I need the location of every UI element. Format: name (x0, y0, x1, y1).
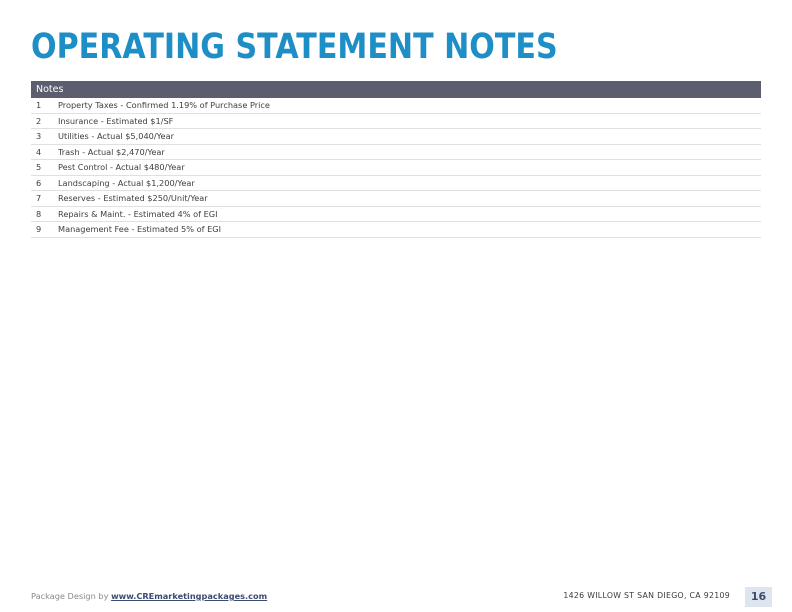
note-number: 5 (36, 162, 42, 172)
notes-rows (31, 98, 761, 238)
page-number-badge: 16 (745, 587, 772, 607)
note-text: Pest Control - Actual $480/Year (58, 162, 185, 172)
notes-table-header: Notes (31, 81, 761, 98)
table-row (31, 114, 761, 130)
table-row (31, 222, 761, 238)
table-row (31, 176, 761, 192)
notes-table (31, 81, 761, 238)
table-row (31, 207, 761, 223)
table-row (31, 145, 761, 161)
footer-design-link[interactable]: www.CREmarketingpackages.com (111, 591, 268, 601)
note-number: 3 (36, 131, 42, 141)
note-number: 7 (36, 193, 42, 203)
note-number: 8 (36, 208, 42, 219)
note-number: 9 (36, 224, 42, 234)
note-number: 4 (36, 146, 42, 157)
page-title: OPERATING STATEMENT NOTES (31, 27, 558, 67)
note-text: Management Fee - Estimated 5% of EGI (58, 224, 222, 234)
footer-credit (31, 591, 267, 601)
note-number: 2 (36, 115, 42, 126)
note-text: Utilities - Actual $5,040/Year (58, 131, 174, 141)
note-text: Property Taxes - Confirmed 1.19% of Purchase Price (58, 100, 270, 110)
note-number: 6 (36, 177, 42, 188)
table-row (31, 98, 761, 114)
note-text: Insurance - Estimated $1/SF (58, 115, 174, 126)
note-text: Repairs & Maint. - Estimated 4% of EGI (58, 208, 218, 219)
note-text: Landscaping - Actual $1,200/Year (58, 177, 195, 188)
note-number: 1 (36, 100, 42, 110)
note-text: Reserves - Estimated $250/Unit/Year (58, 193, 208, 203)
note-text: Trash - Actual $2,470/Year (58, 146, 165, 157)
footer-address: 1426 WILLOW ST SAN DIEGO, CA 92109 (563, 591, 730, 600)
table-row (31, 129, 761, 145)
table-row (31, 160, 761, 176)
footer-credit-prefix: Package Design by (31, 591, 112, 601)
table-row (31, 191, 761, 207)
